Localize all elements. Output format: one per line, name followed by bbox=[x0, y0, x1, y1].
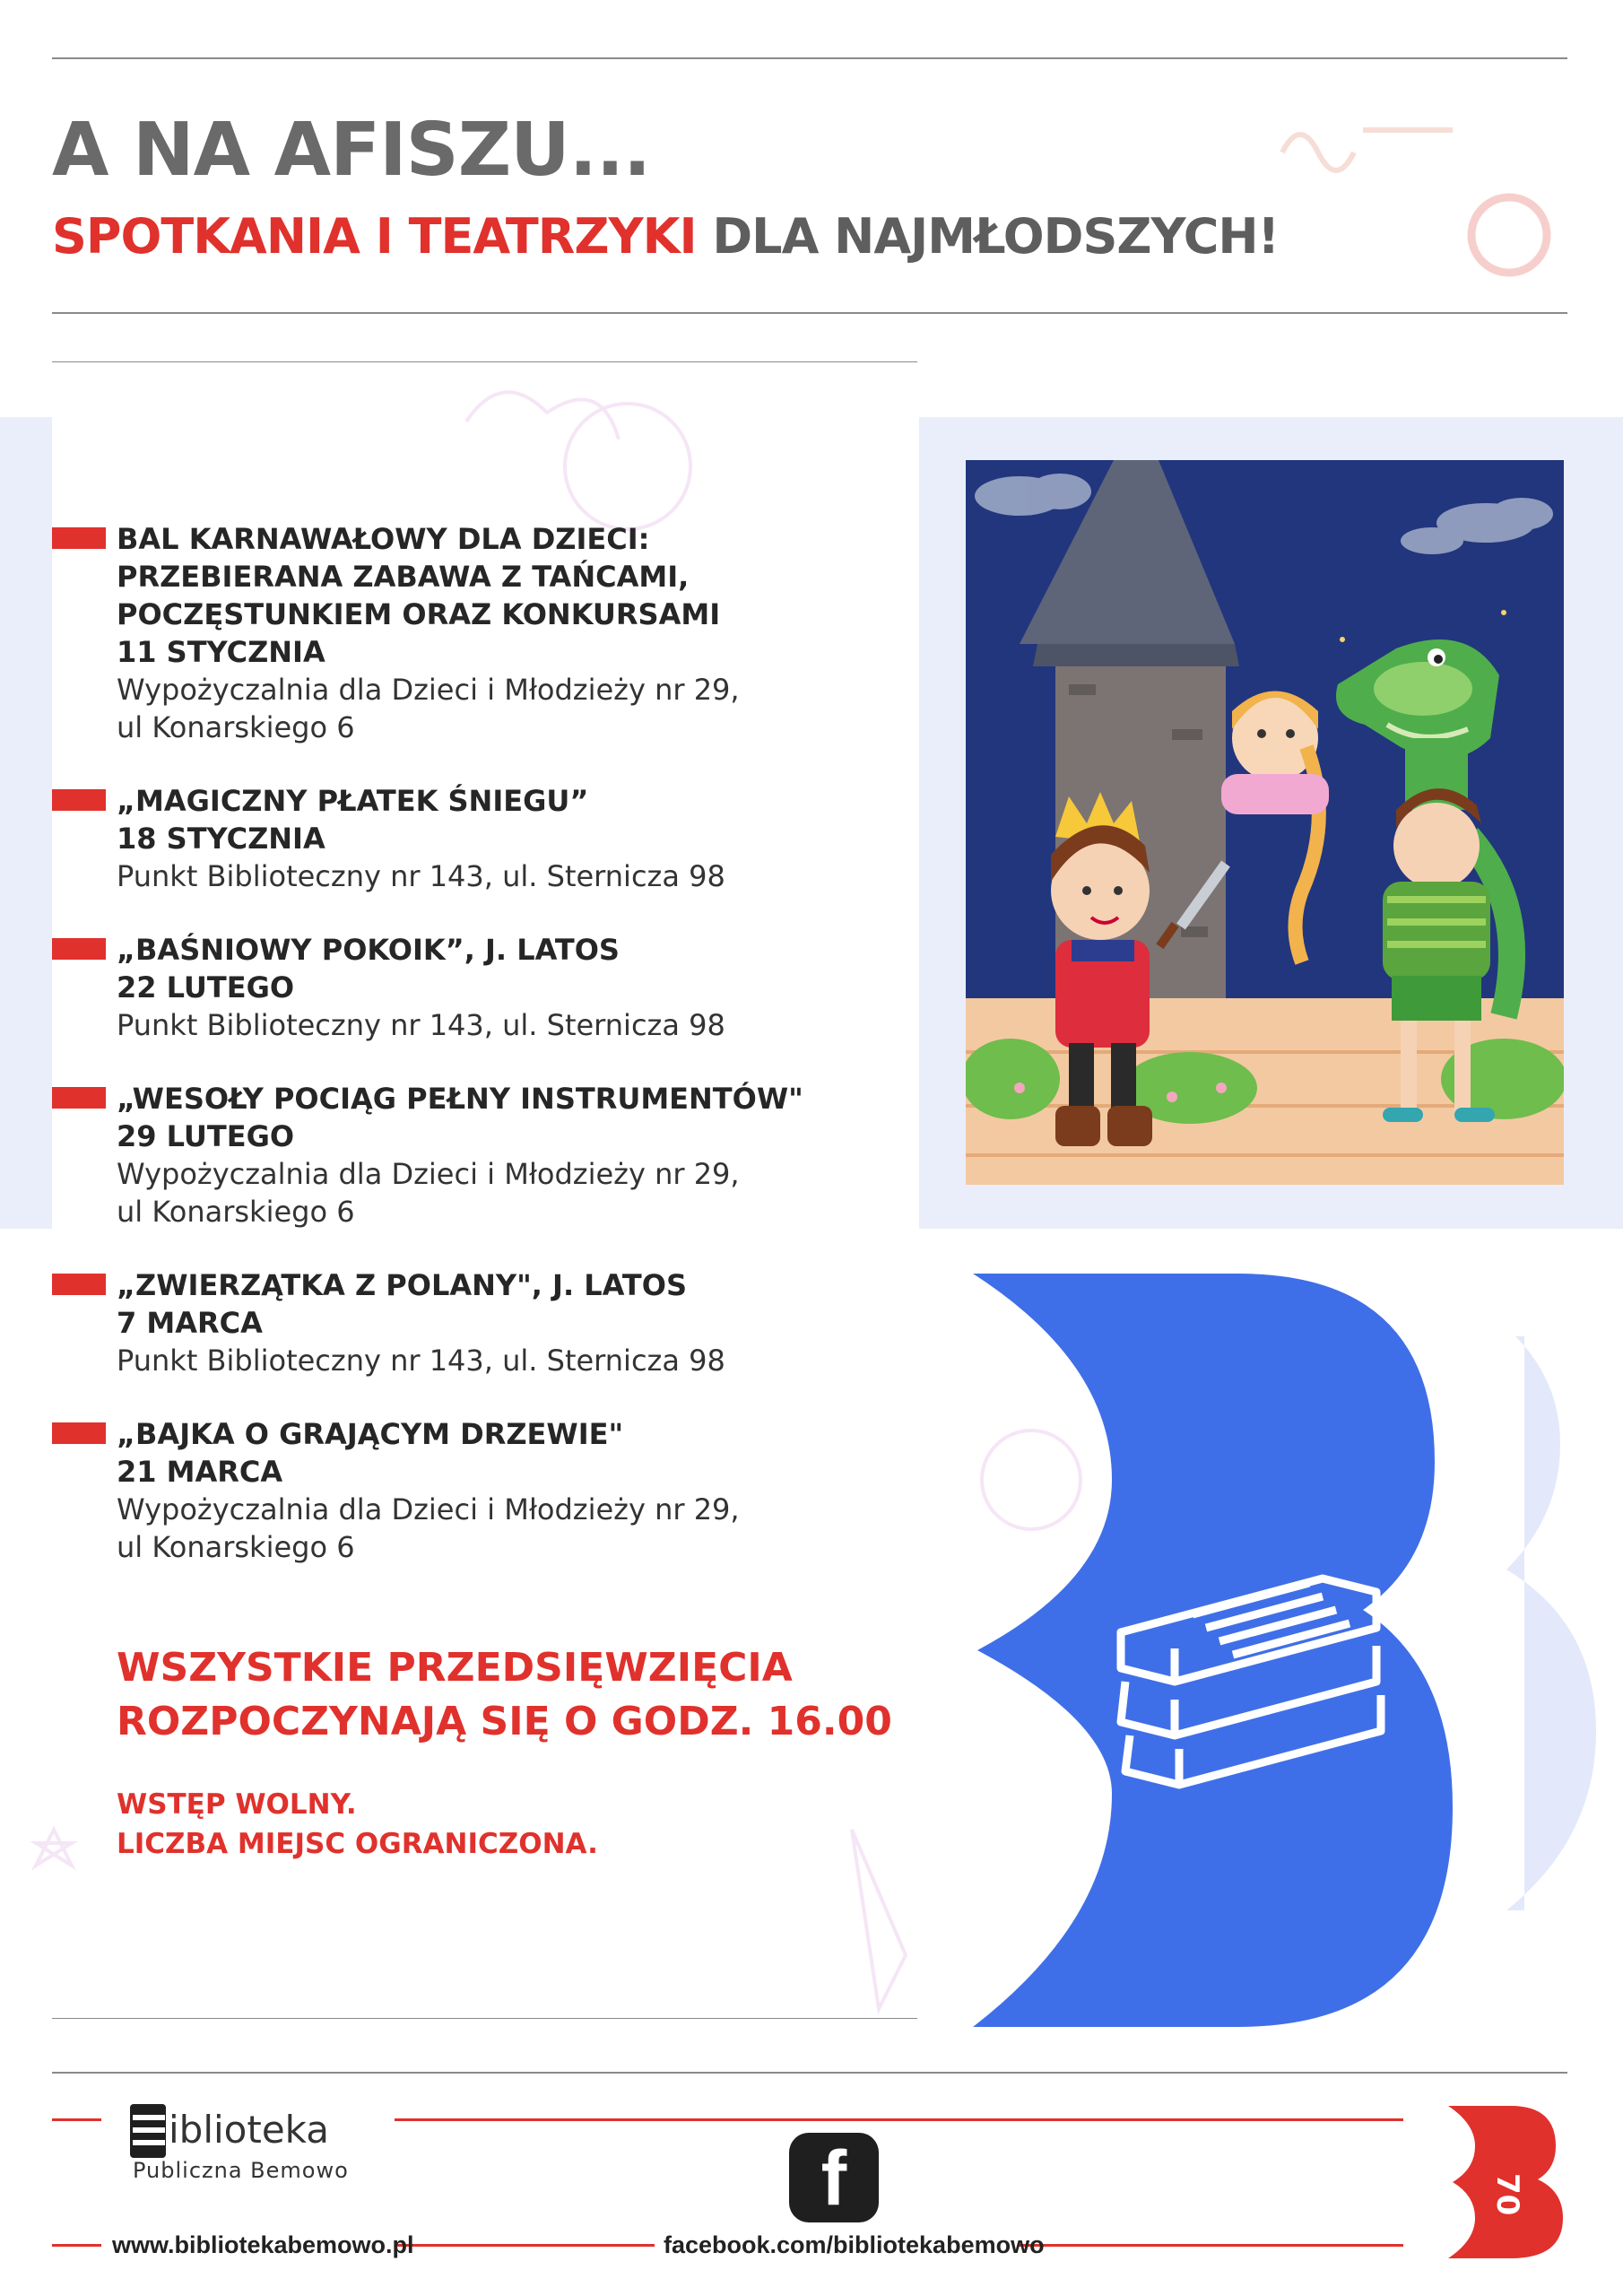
event-item bbox=[52, 931, 895, 1044]
event-marker bbox=[52, 789, 106, 811]
footer-redline bbox=[1018, 2244, 1403, 2247]
event-place: Wypożyczalnia dla Dzieci i Młodzieży nr 29, ul Konarskiego 6 bbox=[117, 1492, 740, 1564]
event-place: Punkt Biblioteczny nr 143, ul. Sternicza 98 bbox=[117, 1344, 725, 1378]
event-title: „MAGICZNY PŁATEK ŚNIEGU” bbox=[117, 784, 589, 818]
event-place: Punkt Biblioteczny nr 143, ul. Sternicza 98 bbox=[117, 859, 725, 893]
page-title: A NA AFISZU... bbox=[52, 108, 651, 193]
subtitle-highlight: SPOTKANIA I TEATRZYKI bbox=[52, 208, 697, 265]
event-date: 21 MARCA bbox=[117, 1455, 283, 1489]
start-time-note: WSZYSTKIE PRZEDSIĘWZIĘCIA ROZPOCZYNAJĄ SIĘ O GODZ. 16.00 bbox=[117, 1645, 892, 1744]
website-link[interactable]: www.bibliotekabemowo.pl bbox=[112, 2231, 414, 2258]
event-marker bbox=[52, 527, 106, 549]
events-list bbox=[52, 520, 895, 1602]
header-divider bbox=[52, 312, 1567, 314]
footer-divider bbox=[52, 2072, 1567, 2074]
event-title: „BAJKA O GRAJĄCYM DRZEWIE" bbox=[117, 1417, 624, 1451]
top-divider bbox=[52, 57, 1567, 59]
corner-b-logo bbox=[1448, 2106, 1565, 2258]
corner-b-mark: 70 bbox=[1489, 2173, 1525, 2216]
event-title: „ZWIERZĄTKA Z POLANY", J. LATOS bbox=[117, 1268, 687, 1302]
logo-name: iblioteka bbox=[169, 2108, 329, 2152]
event-item bbox=[52, 1415, 895, 1566]
footer-redline bbox=[52, 2118, 101, 2121]
event-date: 22 LUTEGO bbox=[117, 970, 295, 1004]
section-divider bbox=[52, 361, 917, 362]
subtitle-rest: DLA NAJMŁODSZYCH! bbox=[696, 208, 1280, 265]
event-place: Wypożyczalnia dla Dzieci i Młodzieży nr 29, ul Konarskiego 6 bbox=[117, 673, 740, 744]
event-item bbox=[52, 1080, 895, 1231]
event-title: „BAŚNIOWY POKOIK”, J. LATOS bbox=[117, 933, 620, 967]
facebook-glyph: f bbox=[820, 2135, 847, 2222]
event-date: 7 MARCA bbox=[117, 1306, 263, 1340]
event-title: „WESOŁY POCIĄG PEŁNY INSTRUMENTÓW" bbox=[117, 1082, 803, 1116]
left-panel bbox=[0, 417, 52, 1229]
facebook-icon[interactable] bbox=[789, 2133, 879, 2222]
event-date: 18 STYCZNIA bbox=[117, 822, 325, 856]
footer-redline bbox=[395, 2118, 1403, 2121]
event-title: BAL KARNAWAŁOWY DLA DZIECI: PRZEBIERANA ZABAWA Z TAŃCAMI, POCZĘSTUNKIEM ORAZ KONKURSAMI bbox=[117, 522, 721, 631]
event-item bbox=[52, 1266, 895, 1379]
theatre-illustration bbox=[966, 460, 1564, 1185]
event-marker bbox=[52, 938, 106, 960]
page-subtitle bbox=[52, 208, 1279, 265]
facebook-link[interactable]: facebook.com/bibliotekabemowo bbox=[664, 2231, 1045, 2258]
event-date: 11 STYCZNIA bbox=[117, 635, 325, 669]
event-place: Punkt Biblioteczny nr 143, ul. Sternicza 98 bbox=[117, 1008, 725, 1042]
footer-redline bbox=[395, 2244, 655, 2247]
event-item bbox=[52, 520, 895, 746]
event-marker bbox=[52, 1274, 106, 1295]
entry-note: WSTĘP WOLNY. LICZBA MIEJSC OGRANICZONA. bbox=[117, 1788, 598, 1860]
brand-b-graphic bbox=[968, 1274, 1614, 2027]
logo-subtitle: Publiczna Bemowo bbox=[133, 2158, 349, 2183]
event-place: Wypożyczalnia dla Dzieci i Młodzieży nr 29, ul Konarskiego 6 bbox=[117, 1157, 740, 1229]
event-item bbox=[52, 782, 895, 895]
event-marker bbox=[52, 1087, 106, 1109]
footer-divider-top bbox=[52, 2018, 917, 2019]
event-marker bbox=[52, 1422, 106, 1444]
footer-redline bbox=[52, 2244, 101, 2247]
event-date: 29 LUTEGO bbox=[117, 1119, 295, 1153]
